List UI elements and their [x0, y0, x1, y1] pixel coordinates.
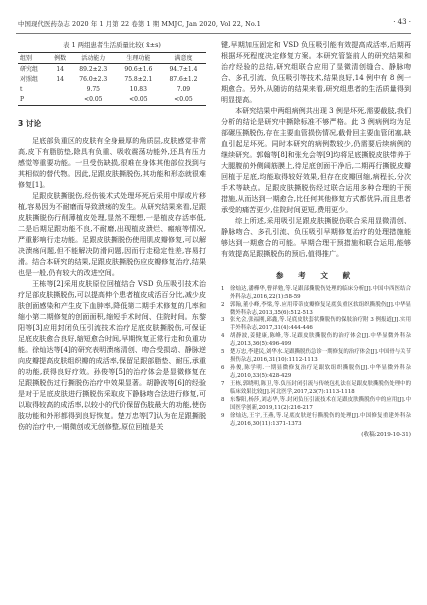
reference-text: 孙俊,陈学明.一期显微修复治疗足跟软组织撕脱伤[J].中华显微外科杂志,2010,33(5):428-429 [230, 365, 411, 379]
table-cell: 94.7±1.4 [169, 65, 198, 73]
reference-text: 楚万忠,李建民,刘华水.足跟撕脱伤急诊一期修复的治疗体会[J].中国骨与关节损伤杂志,2016,31(10):1112-1113 [230, 349, 411, 364]
received-date: (收稿:2019-10-31) [361, 431, 411, 438]
reference-number: 4 [221, 333, 225, 340]
quality-of-life-table [18, 52, 206, 106]
reference-item [221, 413, 411, 429]
reference-number: 9 [221, 412, 225, 419]
table-caption: 表 1 两组患者生活质量比较( x̄±s) [63, 41, 161, 49]
table-cell: <0.05 [84, 96, 103, 104]
table-cell: 10.83 [129, 86, 147, 94]
reference-number: 3 [221, 317, 225, 324]
table-cell [50, 95, 71, 106]
table-cell: <0.05 [129, 96, 148, 104]
left-column [18, 40, 206, 433]
reference-text: 徐灿达,王宇,王燕,等.足底皮肤逆行撕脱伤的处理[J].中国修复重建外科杂志,2016,30(11):1371-1373 [230, 412, 411, 427]
body-paragraph: 王栋等[2]采用皮肤原位回植结合 VSD 负压吸引技术治疗足部皮肤撕脱伤,可以提高伸个患者植皮成活百分比,减少皮肤创面感染和产生皮下血肿率,降低第二期手术修复的几率和缩小第二期修复的创面面积,缩短手术时间、住院时间。东黎阳等[3]应用封闭负压引流技术治疗足底皮肤撕脱伤,可保证足底皮肤愈合良好,缩短愈合时间,早期恢复正常行走和负重功能。徐灿达等[4]的研究表明溃疡清创、吻合受损动、静脉逆向皮瓣提高皮肤组织瓣的成活率,保留足跟部脂垫、耐压,承重的功能,获得良好疗效。孙俊等[5]的治疗体会是显微修复在足跟撕脱伤过行撕脱伤治疗中效果显著。胡静波等[6]的经验是对于足底皮肤进行撕脱伤采取皮下静脉吻合法进行修复,可以取得较高的成活率,以较小的代价保留伤肢最大的功能,使伤肢功能和外形都得到良好恢复。楚万忠等[7]认为在足跟撕脱伤的治疗中,一期微创或无创修整,原位回植是关 [18, 278, 206, 431]
table-header-row [18, 53, 206, 64]
header-rule [16, 33, 411, 34]
table-cell: <0.05 [174, 96, 193, 104]
reference-text: 徐灿达,潘樺华,曹祥勉,等.足跟部撕脱伤处理的临床分析[J].中国中西医结合外科杂志,2016,22(1):58-59 [230, 285, 411, 300]
reference-text: 张允会,张福刚,邱鑫,等.足底皮肤套状撕脱伤的保肢治疗附 3 例报道[J].实用手外科杂志,2017,31(4):444-446 [230, 317, 411, 332]
table-cell: 89.2±2.3 [79, 65, 108, 73]
table-header-cell: 例数 [54, 54, 67, 62]
table-row [18, 85, 206, 95]
table-row [18, 95, 206, 106]
table-cell: 7.09 [176, 86, 191, 94]
reference-item [221, 302, 411, 318]
reference-item [221, 349, 411, 365]
reference-number: 6 [221, 365, 225, 372]
table-row [18, 74, 206, 84]
table-cell: 76.0±2.3 [79, 75, 108, 83]
table-header-cell: 组别 [20, 54, 33, 62]
body-paragraph: 足跟皮肤撕脱伤,经伤後术式处理坏死后采用中厚或片移植,容易因为不耐磨而导致溃疡的发生。从研究结果来看,足跟皮肤撕脱伤行削薄植皮处理,显然不理想,一是植皮存活率低,二是后期足跟功能不良,不耐磨,出现植皮溃烂、瘢痕等情况,严重影响行走功能。足跟皮肤撕脱伤使用肌皮瓣修复,可以解决溃疡问题,但不能解决防滑问题,因而行走稳定性差,容易打滑。结合本研究的结果,足跟皮肤撕脱伤应皮瓣修复治疗,结果也是一般,仍有较大的改进空间。 [18, 190, 206, 277]
reference-text: 胡静波,姜健康,陈峰,等.足跟皮肤撕脱伤的治疗体会[J].中华显微外科杂志,2013,36(5):496-499 [230, 333, 411, 348]
right-column [221, 40, 411, 438]
reference-item [221, 397, 411, 413]
table-cell: 对照组 [20, 75, 39, 83]
table-row [18, 64, 206, 75]
table-cell: 14 [56, 75, 64, 83]
table-cell: 75.8±2.1 [124, 75, 153, 83]
table-cell [50, 85, 71, 95]
reference-text: 东黎阳,杨莎,刘志华,等.封闭负压引流技术在足跟皮肤撕脱伤中的应用[J].中国医学创新,2019,11(2):216-217 [230, 396, 411, 411]
reference-number: 2 [221, 301, 225, 308]
table-cell: 87.6±1.2 [169, 75, 198, 83]
table-cell: 9.75 [86, 86, 100, 94]
reference-number: 1 [221, 285, 225, 292]
table-cell: 研究组 [20, 65, 39, 73]
reference-item [221, 381, 411, 397]
body-paragraph: 键,早期加压固定和 VSD 负压吸引能有效提高成活率,后期再根据坏死程度决定修复方案。本研究管鉴前人的研究结果和治疗经验的总结,研究组联合应用了显微清创缝合、静脉吻合、多孔引流、负压吸引等技术,结果良好,14 例中有 8 例一期愈合。另外,从随访的结果来看,研究组患者的生活质量得到明显提高。 [221, 40, 411, 104]
reference-text: 郭翰,董小峰,李梁,等.应用带蒂皮瓣修复足底负重区软组织撕脱伤[J].中华显微外科杂志,2013,35(6):512-513 [230, 301, 411, 316]
reference-text: 王栋,郭晓明,陈卫,等.负压封闭引流与传统包扎法在足跟皮肤撕脱伤处理中的临床效果比较[J].河北医学,2017,23(7):1113-1118 [230, 380, 411, 395]
reference-item [221, 333, 411, 349]
table-header-cell: 生理功能 [126, 54, 151, 62]
body-paragraph: 足底部负重区的皮肤有全身最厚的角质层,皮肤感觉非常高,皮下有脂肪垫,除具有负重、吸收震荡功能外,还具有压力感觉等重要功能。一旦受伤缺损,很难在身体其他部位找到与其相似的替代物。因此,足跟皮肤撕脱伤,其功能和形态就很难修复[1]。 [18, 135, 206, 189]
reference-number: 8 [221, 396, 225, 403]
references-title: 参 考 文 献 [275, 270, 357, 280]
reference-item [221, 365, 411, 381]
table-cell: t [20, 86, 23, 94]
page-number: · 43 · [393, 18, 411, 26]
reference-list [221, 286, 411, 429]
table-cell: 90.6±1.6 [124, 65, 153, 73]
body-paragraph: 本研究结果中两组病例共出现 3 例是坏死,需要截肢,我们分析的结论是研究中撕除标准不够严格。此 3 例病例均为足部碾压撕脱伤,存在主要血管损伤情况,截骨回主要血管闭塞,缺血引起足坏死。同时本研究的病例数较少,仍需要后续病例的继续研究。郭翰等[8]和张允会等[9]均将足底撕脱皮肤带养于大腿腹前外侧阔筋膜上,待足底创面干净后,二期再行撕脱皮瓣回植于足底,均能取得较好效果,但存在皮瓣回缩,病程长,分次手术等缺点。足跟皮肤撕脱伤经过联合运用多种合理的干预措施,从而达到一期愈合,比任何其他修复方式都优异,而且患者承受的痛苦更少,住院时间更短,费用更少。 [221, 105, 411, 214]
table-header-cell: 满意度 [174, 54, 193, 62]
body-paragraph: 综上所述,采用吸引足跟皮肤撕脱伤联合采用显微清创、静脉吻合、多孔引流、负压吸引早期修复治疗的处理措施能够达到一期愈合的可能。早期合理干预措施和联合运用,能够有效提高足跟撕脱伤的预后,值得推广。 [221, 215, 411, 258]
table-cell: P [20, 96, 25, 104]
journal-header: 中国现代医药杂志 2020 年 1 月第 22 卷第 1 期 MMJC, Jan 2020, Vol 22, No.1 [18, 20, 261, 28]
reference-number: 7 [221, 380, 225, 387]
section-title-discussion: 3 讨论 [18, 118, 42, 128]
reference-item [221, 317, 411, 333]
reference-number: 5 [221, 349, 225, 356]
table-cell: 14 [56, 65, 64, 73]
table-header-cell: 活动能力 [81, 54, 106, 62]
reference-item [221, 286, 411, 302]
